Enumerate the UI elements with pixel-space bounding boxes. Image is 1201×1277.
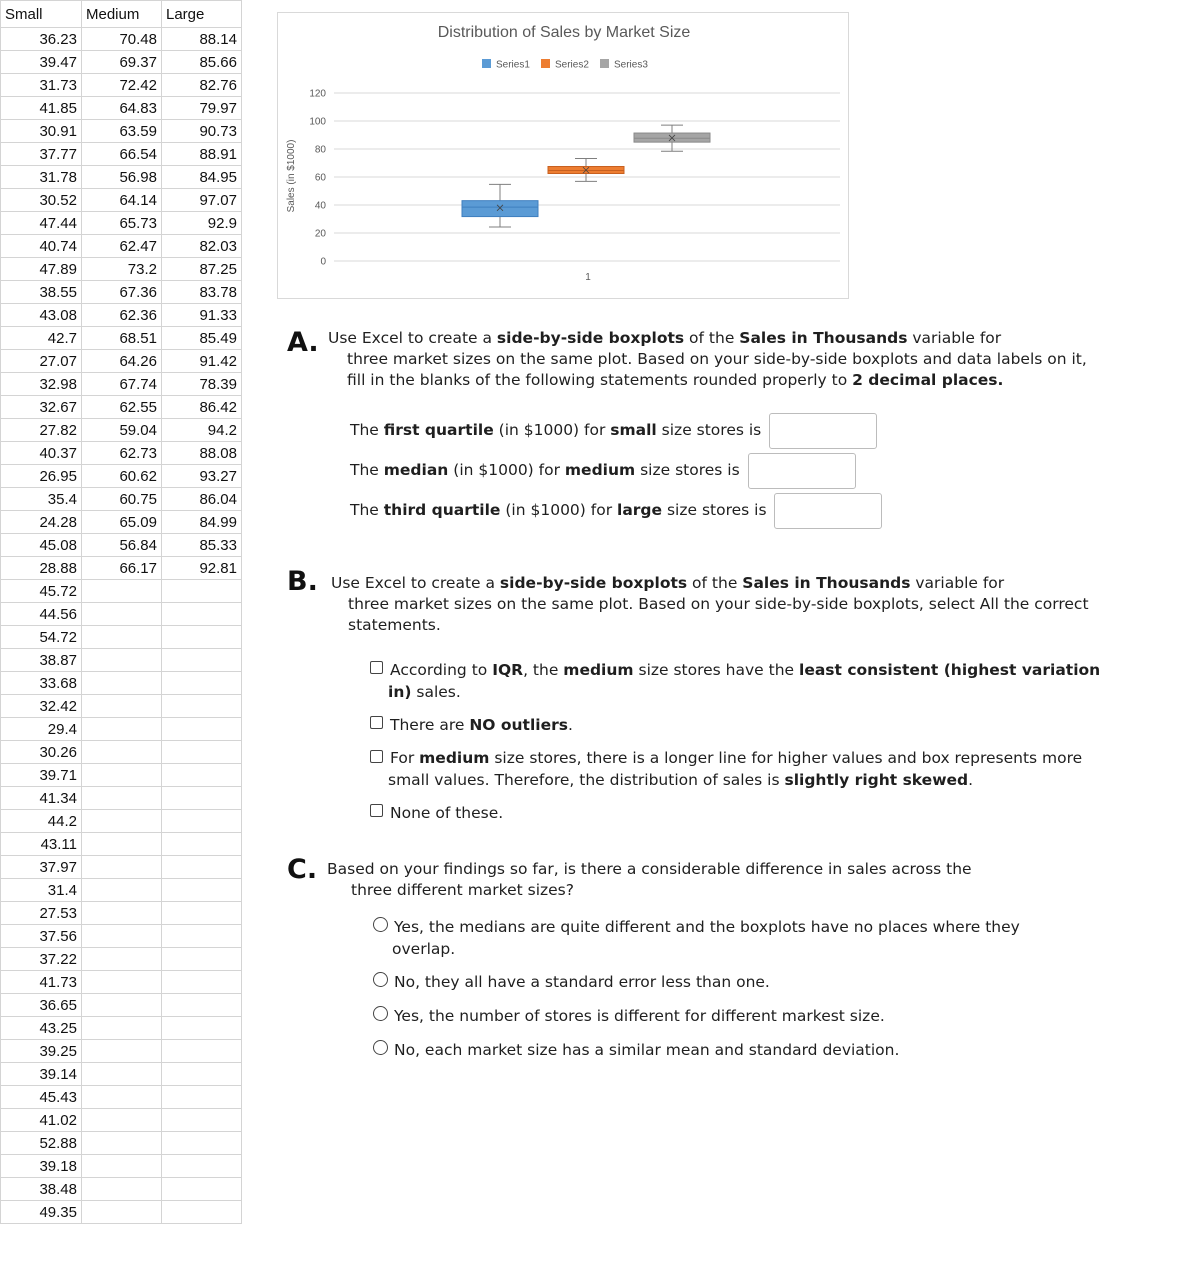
- table-row: [1, 626, 242, 649]
- table-cell[interactable]: 83.78: [162, 281, 242, 304]
- box-iqr: [462, 201, 538, 217]
- question-b-text: [331, 573, 1131, 636]
- table-cell[interactable]: 27.07: [1, 350, 82, 373]
- table-cell[interactable]: [82, 971, 162, 994]
- table-row: [1, 603, 242, 626]
- table-cell[interactable]: 66.17: [82, 557, 162, 580]
- table-row: [1, 833, 242, 856]
- table-row: [1, 1063, 242, 1086]
- table-cell[interactable]: 84.95: [162, 166, 242, 189]
- checkbox-option-4[interactable]: [370, 804, 383, 817]
- table-cell[interactable]: 65.09: [82, 511, 162, 534]
- table-cell[interactable]: 44.2: [1, 810, 82, 833]
- table-cell[interactable]: [82, 1086, 162, 1109]
- table-row: [1, 925, 242, 948]
- table-row: [1, 718, 242, 741]
- boxplot-chart[interactable]: [277, 12, 849, 299]
- table-cell[interactable]: [82, 649, 162, 672]
- table-row: [1, 1040, 242, 1063]
- answer-input-median[interactable]: [748, 453, 856, 489]
- table-cell[interactable]: [82, 994, 162, 1017]
- table-cell[interactable]: 90.73: [162, 120, 242, 143]
- table-row: [1, 741, 242, 764]
- table-cell[interactable]: 39.14: [1, 1063, 82, 1086]
- table-cell[interactable]: 37.22: [1, 948, 82, 971]
- table-cell[interactable]: 31.4: [1, 879, 82, 902]
- table-cell[interactable]: 88.91: [162, 143, 242, 166]
- table-cell[interactable]: 38.55: [1, 281, 82, 304]
- checkbox-option-1[interactable]: [370, 661, 383, 674]
- legend-swatch: [482, 59, 491, 68]
- table-cell[interactable]: 60.75: [82, 488, 162, 511]
- table-cell[interactable]: 39.18: [1, 1155, 82, 1178]
- table-cell[interactable]: 70.48: [82, 28, 162, 51]
- table-row: [1, 74, 242, 97]
- table-cell[interactable]: 82.76: [162, 74, 242, 97]
- table-cell[interactable]: 68.51: [82, 327, 162, 350]
- table-cell[interactable]: 31.78: [1, 166, 82, 189]
- chart-title: Distribution of Sales by Market Size: [437, 24, 691, 41]
- table-row: [1, 1155, 242, 1178]
- table-cell[interactable]: 67.36: [82, 281, 162, 304]
- table-cell[interactable]: [82, 695, 162, 718]
- table-cell[interactable]: 56.98: [82, 166, 162, 189]
- option-b2-text: There are NO outliers.: [390, 716, 573, 734]
- table-cell[interactable]: [162, 626, 242, 649]
- table-cell[interactable]: 49.35: [1, 1201, 82, 1224]
- y-tick-label: 80: [314, 144, 326, 156]
- table-row: [1, 51, 242, 74]
- radio-option-1[interactable]: [373, 917, 388, 932]
- table-cell[interactable]: 38.87: [1, 649, 82, 672]
- table-cell[interactable]: 47.44: [1, 212, 82, 235]
- table-cell[interactable]: 45.08: [1, 534, 82, 557]
- table-row: [1, 166, 242, 189]
- table-cell[interactable]: 42.7: [1, 327, 82, 350]
- table-cell[interactable]: [162, 925, 242, 948]
- table-cell[interactable]: [82, 925, 162, 948]
- table-cell[interactable]: [82, 833, 162, 856]
- table-row: [1, 143, 242, 166]
- table-row: [1, 971, 242, 994]
- table-cell[interactable]: 38.48: [1, 1178, 82, 1201]
- table-row: [1, 695, 242, 718]
- table-row: [1, 396, 242, 419]
- table-row: [1, 304, 242, 327]
- table-cell[interactable]: 36.23: [1, 28, 82, 51]
- table-row: [1, 948, 242, 971]
- table-cell[interactable]: 92.9: [162, 212, 242, 235]
- table-cell[interactable]: 60.62: [82, 465, 162, 488]
- header-small[interactable]: Small: [1, 1, 82, 28]
- table-row: [1, 902, 242, 925]
- table-cell[interactable]: 44.56: [1, 603, 82, 626]
- table-row: [1, 810, 242, 833]
- table-cell[interactable]: 43.08: [1, 304, 82, 327]
- blank-third-quartile-label: The third quartile (in $1000) for large size stores is: [350, 501, 767, 519]
- table-cell[interactable]: 40.37: [1, 442, 82, 465]
- table-cell[interactable]: 32.98: [1, 373, 82, 396]
- table-cell[interactable]: 28.88: [1, 557, 82, 580]
- y-tick-label: 0: [320, 256, 326, 268]
- legend-swatch: [600, 59, 609, 68]
- chart-gridlines: [334, 93, 840, 261]
- header-row: [1, 1, 242, 28]
- table-cell[interactable]: 85.33: [162, 534, 242, 557]
- table-cell[interactable]: 94.2: [162, 419, 242, 442]
- table-cell[interactable]: 93.27: [162, 465, 242, 488]
- y-tick-label: 100: [309, 116, 326, 128]
- table-cell[interactable]: [82, 902, 162, 925]
- table-cell[interactable]: [162, 856, 242, 879]
- table-cell[interactable]: [82, 810, 162, 833]
- table-cell[interactable]: 64.83: [82, 97, 162, 120]
- table-row: [1, 534, 242, 557]
- table-cell[interactable]: 36.65: [1, 994, 82, 1017]
- table-row: [1, 488, 242, 511]
- table-cell[interactable]: 82.03: [162, 235, 242, 258]
- table-cell[interactable]: 39.71: [1, 764, 82, 787]
- table-cell[interactable]: 59.04: [82, 419, 162, 442]
- option-b3-text: For medium size stores, there is a longer line for higher values and box represents more small values. Therefore, the distribution of sales is slightly right skewed.: [388, 749, 1083, 789]
- y-tick-label: 20: [314, 228, 326, 240]
- table-row: [1, 787, 242, 810]
- table-cell[interactable]: 32.67: [1, 396, 82, 419]
- question-c-letter: C.: [287, 854, 318, 885]
- table-cell[interactable]: 65.73: [82, 212, 162, 235]
- table-cell[interactable]: 32.42: [1, 695, 82, 718]
- table-row: [1, 1201, 242, 1224]
- x-tick-label: 1: [585, 272, 591, 283]
- y-tick-label: 40: [314, 200, 326, 212]
- table-cell[interactable]: 85.66: [162, 51, 242, 74]
- table-row: [1, 1109, 242, 1132]
- table-cell[interactable]: [162, 764, 242, 787]
- boxplot-series3: [634, 125, 710, 151]
- table-row: [1, 764, 242, 787]
- table-cell[interactable]: [162, 810, 242, 833]
- table-cell[interactable]: 39.47: [1, 51, 82, 74]
- question-a-letter: A.: [287, 327, 319, 358]
- table-cell[interactable]: 41.73: [1, 971, 82, 994]
- table-cell[interactable]: [82, 948, 162, 971]
- table-cell[interactable]: 62.55: [82, 396, 162, 419]
- table-cell[interactable]: [162, 994, 242, 1017]
- answer-input-third-quartile[interactable]: [774, 493, 882, 529]
- table-cell[interactable]: 62.36: [82, 304, 162, 327]
- option-c1-text: Yes, the medians are quite different and the boxplots have no places where they overlap.: [392, 918, 1020, 958]
- answer-input-first-quartile[interactable]: [769, 413, 877, 449]
- table-cell[interactable]: 91.42: [162, 350, 242, 373]
- blank-first-quartile-label: The first quartile (in $1000) for small size stores is: [350, 421, 762, 439]
- table-row: [1, 557, 242, 580]
- table-row: [1, 465, 242, 488]
- table-row: [1, 281, 242, 304]
- table-cell[interactable]: [162, 1109, 242, 1132]
- table-cell[interactable]: 41.34: [1, 787, 82, 810]
- boxplot-series1: [462, 184, 538, 227]
- table-cell[interactable]: 64.14: [82, 189, 162, 212]
- table-cell[interactable]: 39.25: [1, 1040, 82, 1063]
- header-medium[interactable]: Medium: [82, 1, 162, 28]
- table-row: [1, 1017, 242, 1040]
- table-cell[interactable]: [82, 603, 162, 626]
- table-cell[interactable]: [162, 1201, 242, 1224]
- table-cell[interactable]: [162, 879, 242, 902]
- table-cell[interactable]: [162, 1086, 242, 1109]
- legend-entry: Series1: [496, 59, 530, 71]
- header-large[interactable]: Large: [162, 1, 242, 28]
- y-tick-label: 60: [314, 172, 326, 184]
- radio-option-3[interactable]: [373, 1006, 388, 1021]
- table-row: [1, 511, 242, 534]
- table-cell[interactable]: [162, 833, 242, 856]
- table-cell[interactable]: 45.43: [1, 1086, 82, 1109]
- table-cell[interactable]: 73.2: [82, 258, 162, 281]
- table-cell[interactable]: [162, 1063, 242, 1086]
- table-cell[interactable]: 86.42: [162, 396, 242, 419]
- table-cell[interactable]: 72.42: [82, 74, 162, 97]
- table-cell[interactable]: 62.47: [82, 235, 162, 258]
- table-cell[interactable]: [162, 718, 242, 741]
- table-row: [1, 212, 242, 235]
- table-row: [1, 856, 242, 879]
- question-b-line2: three market sizes on the same plot. Based on your side-by-side boxplots, select All the correct: [348, 595, 1089, 613]
- table-cell[interactable]: 87.25: [162, 258, 242, 281]
- table-cell[interactable]: [82, 1155, 162, 1178]
- table-row: [1, 1178, 242, 1201]
- table-cell[interactable]: [82, 580, 162, 603]
- table-cell[interactable]: [82, 718, 162, 741]
- question-b-letter: B.: [287, 566, 318, 597]
- table-cell[interactable]: 37.77: [1, 143, 82, 166]
- table-row: [1, 327, 242, 350]
- table-cell[interactable]: 69.37: [82, 51, 162, 74]
- table-cell[interactable]: 43.11: [1, 833, 82, 856]
- table-cell[interactable]: 88.08: [162, 442, 242, 465]
- table-cell[interactable]: [82, 672, 162, 695]
- table-cell[interactable]: [162, 1178, 242, 1201]
- checkbox-option-2[interactable]: [370, 716, 383, 729]
- table-cell[interactable]: 78.39: [162, 373, 242, 396]
- table-cell[interactable]: 67.74: [82, 373, 162, 396]
- chart-canvas: [278, 13, 850, 300]
- table-cell[interactable]: 31.73: [1, 74, 82, 97]
- table-cell[interactable]: 27.82: [1, 419, 82, 442]
- table-cell[interactable]: [162, 603, 242, 626]
- radio-option-4[interactable]: [373, 1040, 388, 1055]
- table-cell[interactable]: [162, 1017, 242, 1040]
- table-cell[interactable]: 43.25: [1, 1017, 82, 1040]
- table-row: [1, 28, 242, 51]
- legend-entry: Series3: [614, 59, 648, 71]
- table-cell[interactable]: 37.97: [1, 856, 82, 879]
- table-cell[interactable]: [162, 580, 242, 603]
- table-cell[interactable]: 63.59: [82, 120, 162, 143]
- table-cell[interactable]: 27.53: [1, 902, 82, 925]
- checkbox-option-3[interactable]: [370, 750, 383, 763]
- table-cell[interactable]: [82, 741, 162, 764]
- table-cell[interactable]: 79.97: [162, 97, 242, 120]
- table-cell[interactable]: 91.33: [162, 304, 242, 327]
- table-cell[interactable]: [82, 856, 162, 879]
- table-cell[interactable]: 26.95: [1, 465, 82, 488]
- table-cell[interactable]: 52.88: [1, 1132, 82, 1155]
- blank-median-label: The median (in $1000) for medium size stores is: [350, 461, 740, 479]
- table-row: [1, 649, 242, 672]
- table-row: [1, 1132, 242, 1155]
- y-axis-ticks: [309, 89, 326, 268]
- table-cell[interactable]: [82, 1017, 162, 1040]
- table-cell[interactable]: [162, 1132, 242, 1155]
- table-row: [1, 1086, 242, 1109]
- table-cell[interactable]: [82, 1178, 162, 1201]
- table-cell[interactable]: [82, 626, 162, 649]
- table-cell[interactable]: 54.72: [1, 626, 82, 649]
- table-cell[interactable]: 35.4: [1, 488, 82, 511]
- table-cell[interactable]: [162, 787, 242, 810]
- table-cell[interactable]: [162, 948, 242, 971]
- table-cell[interactable]: [162, 741, 242, 764]
- table-row: [1, 580, 242, 603]
- table-cell[interactable]: [162, 1155, 242, 1178]
- y-tick-label: 120: [309, 88, 326, 100]
- option-b4-text: None of these.: [390, 804, 504, 822]
- table-cell[interactable]: [162, 971, 242, 994]
- option-c3-text: Yes, the number of stores is different for different markest size.: [394, 1007, 885, 1025]
- question-a-line1: Use Excel to create a side-by-side boxplots of the Sales in Thousands variable for: [328, 329, 1002, 347]
- table-row: [1, 235, 242, 258]
- table-cell[interactable]: 47.89: [1, 258, 82, 281]
- table-cell[interactable]: [162, 1040, 242, 1063]
- question-c-text: [327, 859, 1127, 901]
- table-row: [1, 442, 242, 465]
- question-a-line2: three market sizes on the same plot. Based on your side-by-side boxplots and data labels on it,: [347, 350, 1087, 368]
- table-cell[interactable]: [82, 764, 162, 787]
- table-row: [1, 350, 242, 373]
- table-cell[interactable]: [162, 902, 242, 925]
- table-row: [1, 994, 242, 1017]
- table-cell[interactable]: 45.72: [1, 580, 82, 603]
- boxplot-series2: [548, 159, 624, 182]
- table-cell[interactable]: 30.26: [1, 741, 82, 764]
- question-c-line2: three different market sizes?: [351, 881, 574, 899]
- table-cell[interactable]: 29.4: [1, 718, 82, 741]
- question-b-line1: Use Excel to create a side-by-side boxplots of the Sales in Thousands variable for: [331, 574, 1005, 592]
- table-cell[interactable]: 88.14: [162, 28, 242, 51]
- table-cell[interactable]: 85.49: [162, 327, 242, 350]
- table-cell[interactable]: 64.26: [82, 350, 162, 373]
- table-row: [1, 373, 242, 396]
- table-row: [1, 97, 242, 120]
- table-cell[interactable]: [162, 649, 242, 672]
- legend-swatch: [541, 59, 550, 68]
- table-cell[interactable]: 40.74: [1, 235, 82, 258]
- table-cell[interactable]: [162, 695, 242, 718]
- table-cell[interactable]: [162, 672, 242, 695]
- table-cell[interactable]: 56.84: [82, 534, 162, 557]
- legend-entry: Series2: [555, 59, 589, 71]
- table-cell[interactable]: [82, 879, 162, 902]
- table-cell[interactable]: 92.81: [162, 557, 242, 580]
- table-row: [1, 258, 242, 281]
- table-row: [1, 879, 242, 902]
- table-cell[interactable]: 30.52: [1, 189, 82, 212]
- question-b-line3: statements.: [348, 616, 441, 634]
- table-cell[interactable]: 30.91: [1, 120, 82, 143]
- table-cell[interactable]: 66.54: [82, 143, 162, 166]
- chart-legend: [482, 59, 648, 71]
- table-cell[interactable]: 62.73: [82, 442, 162, 465]
- table-cell[interactable]: 33.68: [1, 672, 82, 695]
- option-c4-text: No, each market size has a similar mean and standard deviation.: [394, 1041, 900, 1059]
- table-row: [1, 672, 242, 695]
- radio-option-2[interactable]: [373, 972, 388, 987]
- boxplot-series: [462, 125, 710, 227]
- table-cell[interactable]: 37.56: [1, 925, 82, 948]
- table-cell[interactable]: [82, 1201, 162, 1224]
- table-cell[interactable]: 84.99: [162, 511, 242, 534]
- y-axis-label: Sales (in $1000): [286, 139, 297, 213]
- question-a-line3: fill in the blanks of the following statements rounded properly to 2 decimal places.: [347, 371, 1004, 389]
- table-row: [1, 120, 242, 143]
- table-cell[interactable]: 86.04: [162, 488, 242, 511]
- table-row: [1, 189, 242, 212]
- table-row: [1, 419, 242, 442]
- table-cell[interactable]: 41.02: [1, 1109, 82, 1132]
- table-cell[interactable]: [82, 1063, 162, 1086]
- table-cell[interactable]: [82, 1132, 162, 1155]
- question-a-text: [328, 328, 1128, 391]
- table-cell[interactable]: [82, 1109, 162, 1132]
- data-spreadsheet: [0, 0, 242, 1224]
- table-cell[interactable]: 24.28: [1, 511, 82, 534]
- table-cell[interactable]: 41.85: [1, 97, 82, 120]
- option-c2-text: No, they all have a standard error less than one.: [394, 973, 770, 991]
- table-cell[interactable]: [82, 1040, 162, 1063]
- question-c-line1: Based on your findings so far, is there a considerable difference in sales across the: [327, 860, 972, 878]
- table-cell[interactable]: 97.07: [162, 189, 242, 212]
- table-cell[interactable]: [82, 787, 162, 810]
- option-b1-text: According to IQR, the medium size stores have the least consistent (highest variation in) sales.: [388, 661, 1101, 701]
